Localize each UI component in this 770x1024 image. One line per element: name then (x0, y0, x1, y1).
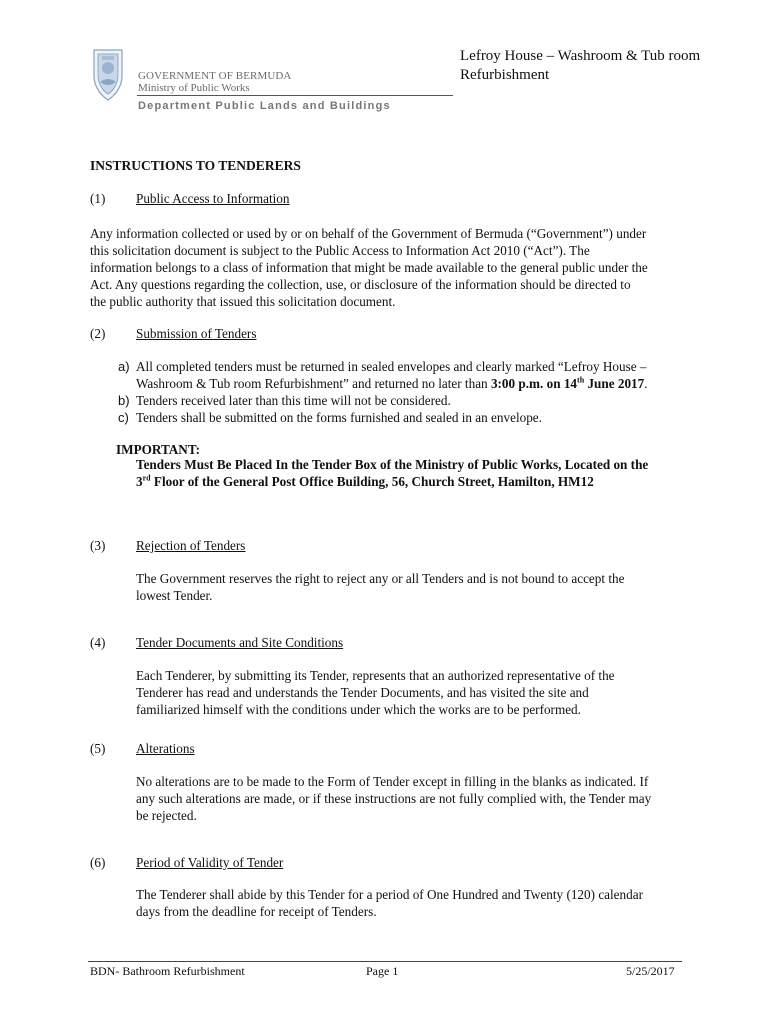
body-line: any such alterations are made, or if these instructions are not fully complied with, the Tender may (136, 791, 652, 806)
document-title: INSTRUCTIONS TO TENDERERS (90, 158, 301, 173)
section-number: (6) (90, 855, 106, 870)
body-line: Each Tenderer, by submitting its Tender, represents that an authorized representative of the (136, 668, 615, 683)
important-line: Tenders Must Be Placed In the Tender Box of the Ministry of Public Works, Located on the (136, 457, 649, 472)
section-body (136, 773, 691, 824)
list-item (136, 358, 691, 392)
header-ministry: Ministry of Public Works (138, 82, 250, 94)
section-number: (1) (90, 191, 106, 206)
footer-divider (88, 961, 682, 962)
section-heading: Period of Validity of Tender (136, 855, 284, 870)
important-notice (136, 456, 696, 490)
body-line: Any information collected or used by or on behalf of the Government of Bermuda (“Government”) under (90, 226, 647, 241)
body-line: Tenderer has read and understands the Tender Documents, and has visited the site and (136, 685, 589, 700)
section-heading: Rejection of Tenders (136, 538, 246, 553)
body-line: the public authority that issued this solicitation document. (90, 294, 396, 309)
footer-document-name: BDN- Bathroom Refurbishment (90, 964, 245, 978)
list-marker: c) (118, 410, 129, 425)
footer-date: 5/25/2017 (626, 964, 675, 978)
important-label: IMPORTANT: (116, 442, 201, 457)
list-marker: b) (118, 393, 130, 408)
header-organization: GOVERNMENT OF BERMUDA (138, 70, 292, 82)
important-line: 3rd Floor of the General Post Office Building, 56, Church Street, Hamilton, HM12 (136, 473, 594, 489)
section-number: (5) (90, 741, 106, 756)
section-heading: Submission of Tenders (136, 326, 257, 341)
section-number: (3) (90, 538, 106, 553)
project-title (460, 47, 720, 85)
project-title-line2: Refurbishment (460, 67, 550, 83)
project-title-line1: Lefroy House – Washroom & Tub room (460, 48, 701, 64)
section-body (90, 225, 690, 310)
list-marker: a) (118, 359, 130, 374)
section-heading: Tender Documents and Site Conditions (136, 635, 344, 650)
header-department: Department Public Lands and Buildings (138, 100, 391, 112)
body-line: be rejected. (136, 808, 197, 823)
body-line: information belongs to a class of information that might be made available to the general public under the (90, 260, 648, 275)
section-body (136, 667, 691, 718)
body-line: lowest Tender. (136, 588, 213, 603)
section-body (136, 570, 691, 604)
body-line: this solicitation document is subject to the Public Access to Information Act 2010 (“Act”). The (90, 243, 590, 258)
header-divider (137, 95, 453, 96)
section-number: (2) (90, 326, 106, 341)
list-item: Tenders received later than this time will not be considered. (136, 393, 451, 408)
body-line: days from the deadline for receipt of Tenders. (136, 904, 377, 919)
list-item: Tenders shall be submitted on the forms furnished and sealed in an envelope. (136, 410, 542, 425)
body-line: No alterations are to be made to the Form of Tender except in filling in the blanks as indicated. If (136, 774, 649, 789)
section-number: (4) (90, 635, 106, 650)
body-line: The Government reserves the right to reject any or all Tenders and is not bound to accept the (136, 571, 625, 586)
body-line: The Tenderer shall abide by this Tender for a period of One Hundred and Twenty (120) calendar (136, 887, 643, 902)
list-item-line: All completed tenders must be returned in sealed envelopes and clearly marked “Lefroy House – (136, 359, 647, 374)
section-heading: Public Access to Information (136, 191, 290, 206)
footer-page-number: Page 1 (366, 964, 399, 978)
body-line: Act. Any questions regarding the collection, use, or disclosure of the information should be directed to (90, 277, 631, 292)
section-body (136, 886, 691, 920)
section-heading: Alterations (136, 741, 195, 756)
body-line: familiarized himself with the conditions under which the works are to be performed. (136, 702, 581, 717)
list-item-line: Washroom & Tub room Refurbishment” and returned no later than 3:00 p.m. on 14th June 2017. (136, 375, 648, 391)
bermuda-coat-of-arms-icon (88, 46, 128, 102)
